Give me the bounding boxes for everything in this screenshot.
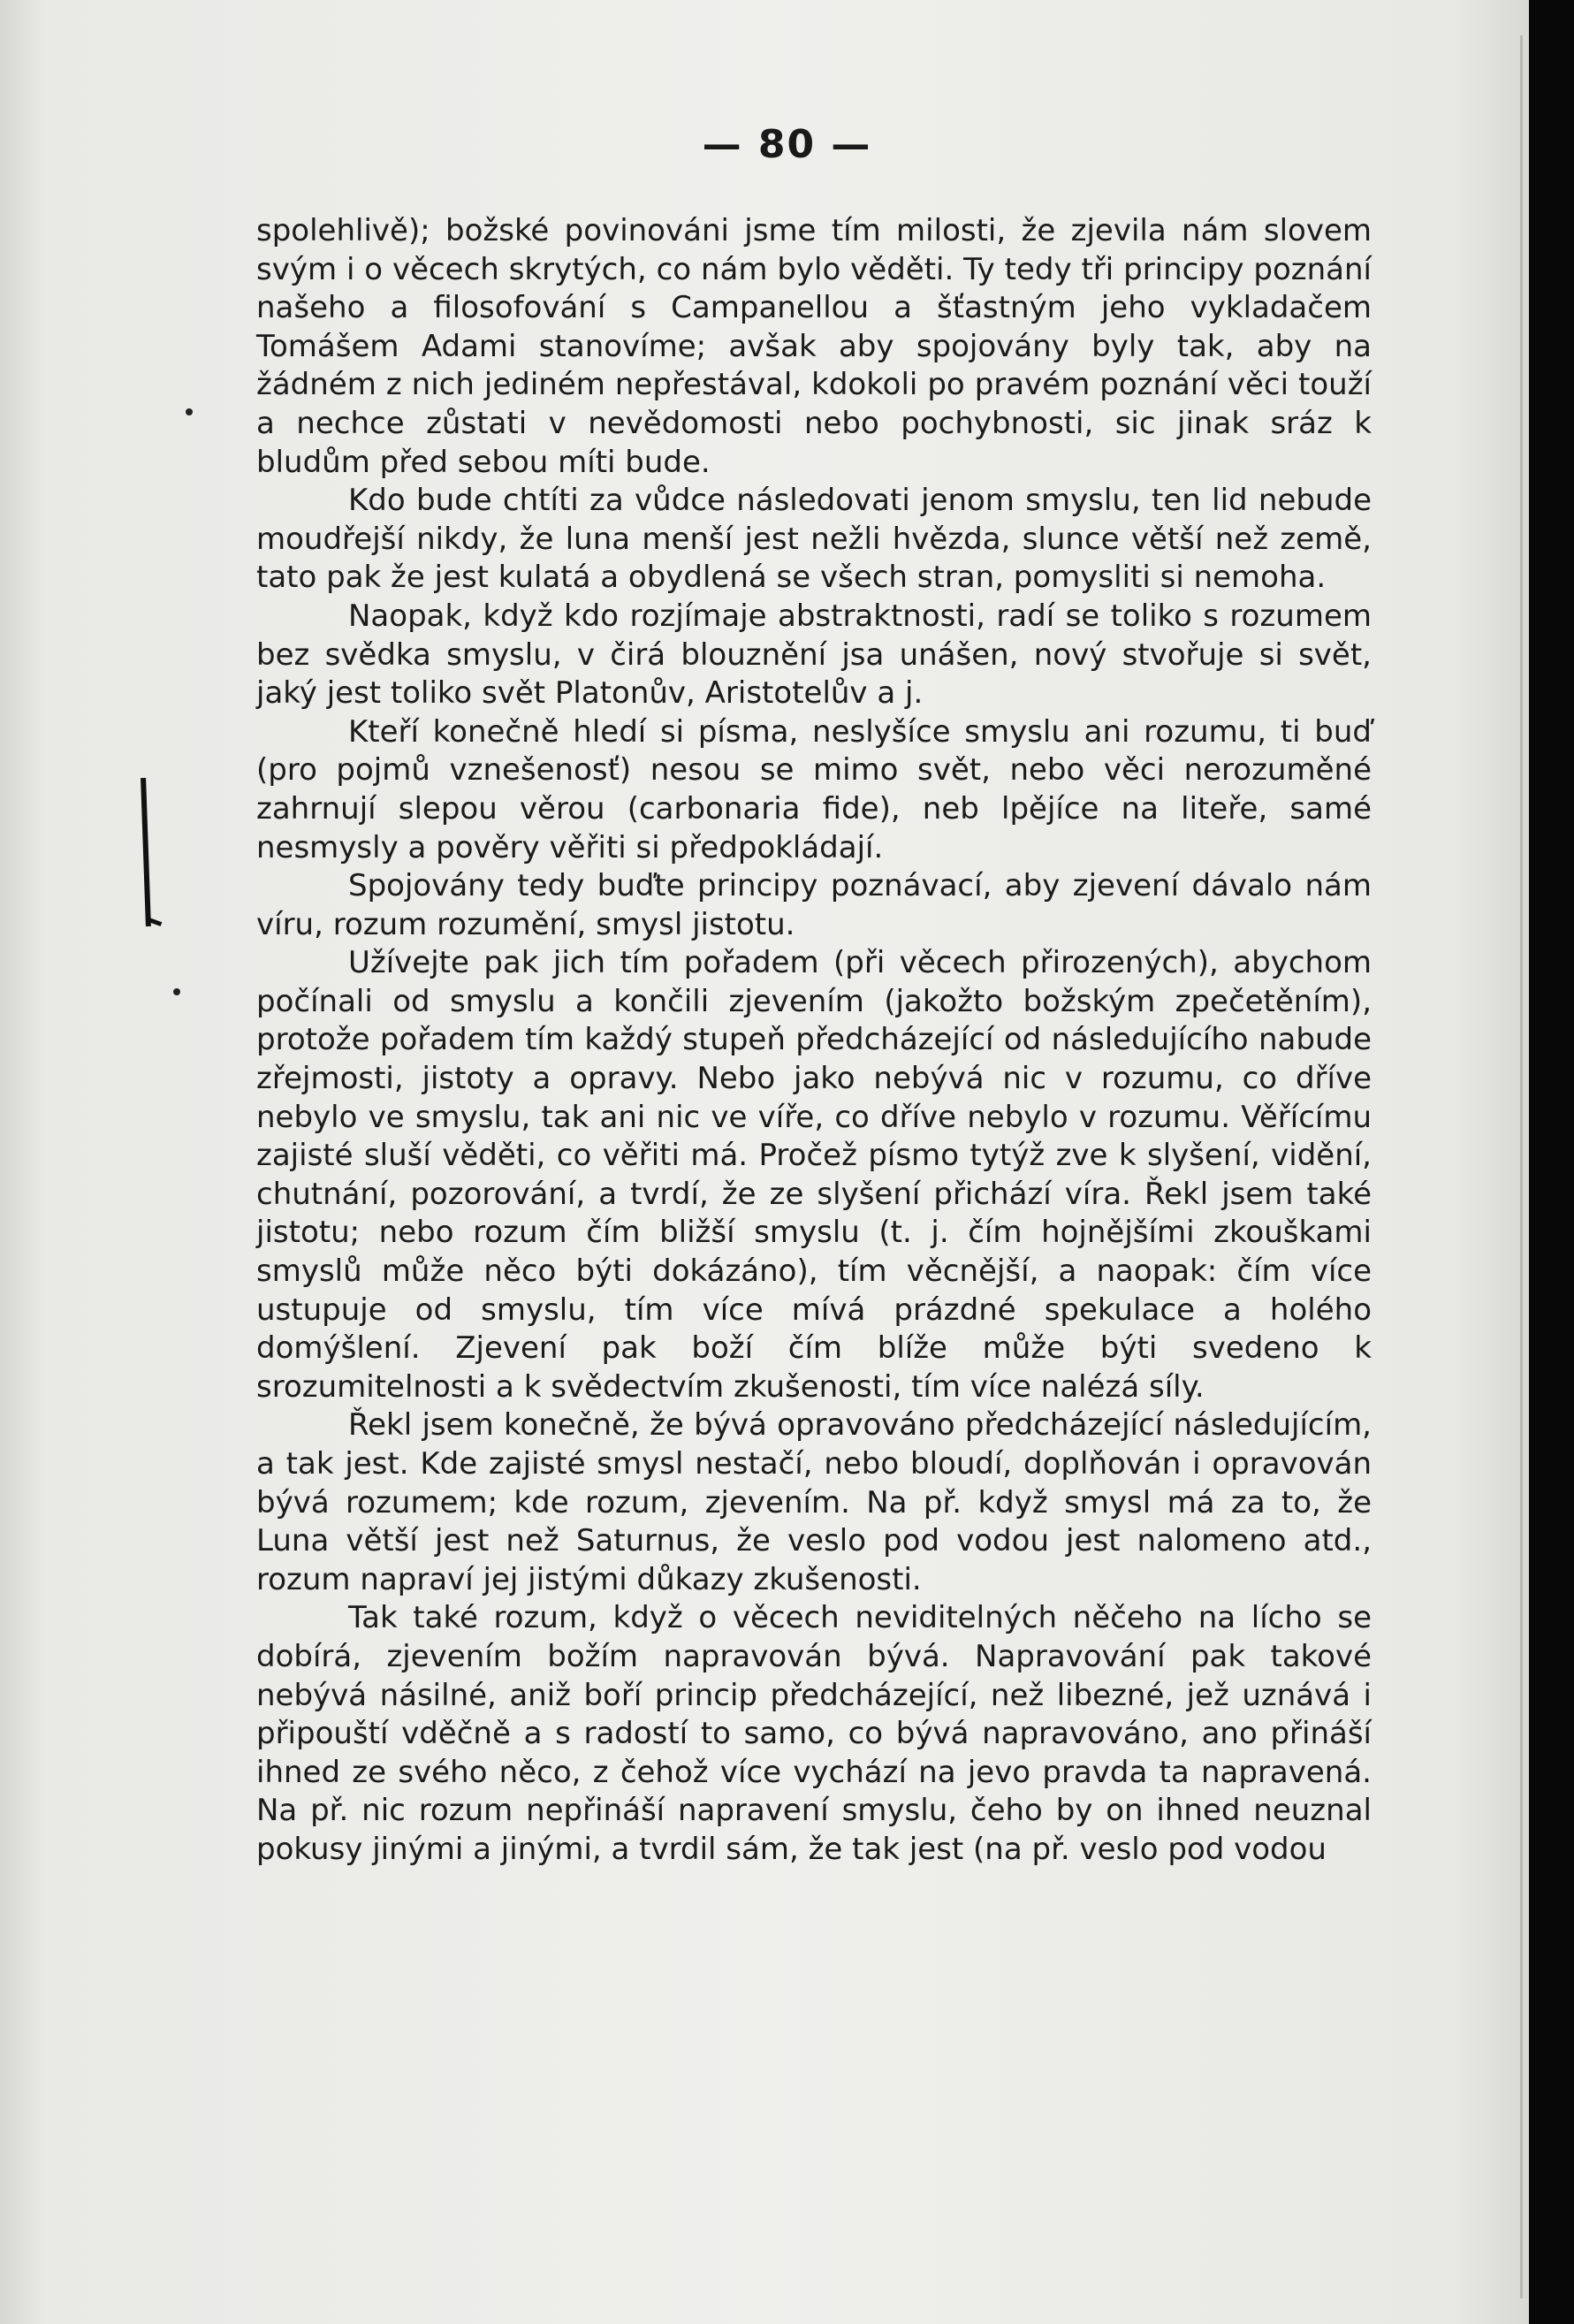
paragraph-3: Naopak, když kdo rozjímaje abstraktnosti, radí se toliko s rozumem bez svědka smyslu, v čirá blouznění jsa unášen, nový stvořuje si svět, jaký jest toliko svět Platonův, Aristotelův a j. — [256, 598, 1372, 712]
margin-pencil-line — [141, 778, 151, 926]
margin-dot-lower — [173, 988, 180, 995]
page-edge-shadow — [1520, 35, 1523, 2298]
body-text — [256, 212, 1372, 1870]
paragraph-7: Řekl jsem konečně, že bývá opravováno předcházející následujícím, a tak jest. Kde zajisté smysl nestačí, nebo bloudí, doplňován i opravován bývá rozumem; kde rozum, zjevením. Na př. když smysl má za to, že Luna větší jest než Saturnus, že veslo pod vodou jest nalomeno atd., rozum napraví jej jistými důkazy zkušenosti. — [256, 1407, 1372, 1597]
paragraph-1: spolehlivě); božské povinováni jsme tím milosti, že zjevila nám slovem svým i o věcech skrytých, co nám bylo věděti. Ty tedy tři principy poznání našeho a filosofování s Campanellou a šťastným jeho vykladačem Tomášem Adami stanovíme; avšak aby spojovány byly tak, aby na žádném z nich jediném nepřestával, kdokoli po pravém poznání věci touží a nechce zůstati v nevědomosti nebo pochybnosti, sic jinak sráz k bludům před sebou míti bude. — [256, 213, 1372, 480]
paragraph-4: Kteří konečně hledí si písma, neslyšíce smyslu ani rozumu, ti buď (pro pojmů vznešenosť) nesou se mimo svět, nebo věci nerozuměné zahrnují slepou věrou (carbonaria fide), neb lpějíce na liteře, samé nesmysly a pověry věřiti si předpokládají. — [256, 713, 1372, 865]
page-number: — 80 — — [702, 122, 872, 167]
paragraph-6: Užívejte pak jich tím pořadem (při věcech přirozených), abychom počínali od smyslu a končili zjevením (jakožto božským zpečetěním), protože pořadem tím každý stupeň předcházející od následujícího nabude zřejmosti, jistoty a opravy. Nebo jako nebývá nic v rozumu, co dříve nebylo ve smyslu, tak ani nic ve víře, co dříve nebylo v rozumu. Věřícímu zajisté sluší věděti, co věřiti má. Pročež písmo tytýž zve k slyšení, vidění, chutnání, pozorování, a tvrdí, že ze slyšení přichází víra. Řekl jsem také jistotu; nebo rozum čím bližší smyslu (t. j. čím hojnějšími zkouškami smyslů může něco býti dokázáno), tím věcnější, a naopak: čím více ustupuje od smyslu, tím více mívá prázdné spekulace a holého domýšlení. Zjevení pak boží čím blíže může býti svedeno k srozumitelnosti a k svědectvím zkušenosti, tím více nalézá síly. — [256, 945, 1372, 1405]
scan-border — [1529, 0, 1574, 2324]
paragraph-5: Spojovány tedy buďte principy poznávací, aby zjevení dávalo nám víru, rozum rozumění, smysl jistotu. — [256, 868, 1372, 942]
margin-dot-upper — [186, 408, 193, 415]
paragraph-2: Kdo bude chtíti za vůdce následovati jenom smyslu, ten lid nebude moudřejší nikdy, že luna menší jest nežli hvězda, slunce větší než země, tato pak že jest kulatá a obydlená se všech stran, pomysliti si nemoha. — [256, 483, 1372, 596]
paragraph-8: Tak také rozum, když o věcech neviditelných něčeho na lícho se dobírá, zjevením božím napravován bývá. Napravování pak takové nebývá násilné, aniž boří princip předcházející, než libezné, jež uznává i připouští vděčně a s radostí to samo, co bývá napravováno, ano přináší ihned ze svého něco, z čehož více vychází na jevo pravda ta napravená. Na př. nic rozum nepřináší napravení smyslu, čeho by on ihned neuznal pokusy jinými a jinými, a tvrdil sám, že tak jest (na př. veslo pod vodou — [256, 1600, 1372, 1867]
